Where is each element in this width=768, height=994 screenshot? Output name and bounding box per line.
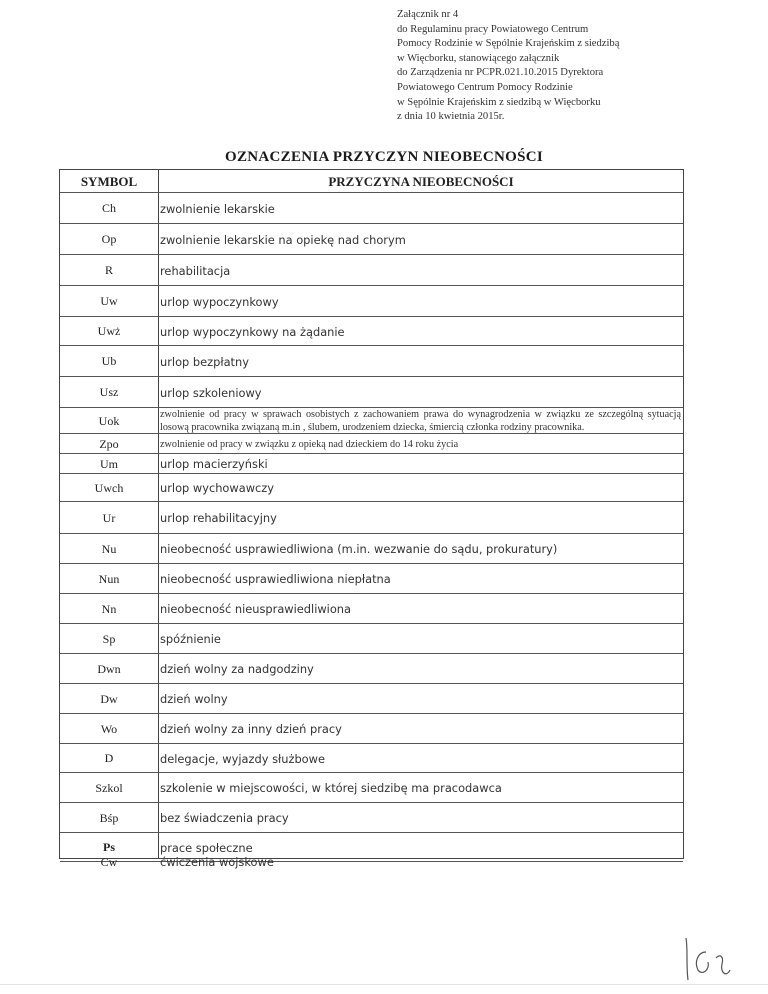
symbol-cell: Sp [102, 631, 116, 646]
reason-cell: bez świadczenia pracy [160, 811, 289, 825]
table-row [60, 743, 683, 773]
reason-cell: zwolnienie od pracy w związku z opieką nad dzieckiem do 14 roku życia [160, 438, 459, 450]
symbol-cell: Wo [100, 721, 118, 736]
symbol-cell: D [104, 751, 114, 765]
table-row: Cw ćwiczenia wojskowe [60, 861, 683, 862]
table-row [60, 683, 683, 714]
table-row [60, 192, 683, 224]
reason-cell: dzień wolny za nadgodziny [160, 662, 314, 676]
annex-line: Pomocy Rodzinie w Sępólnie Krajeńskim z siedzibą [397, 38, 620, 50]
reason-cell: dzień wolny za inny dzień pracy [160, 722, 342, 736]
table-row [60, 473, 683, 502]
reason-cell: zwolnienie od pracy w sprawach osobistych z zachowaniem prawa do wynagrodzenia w związku ze szczególną sytuacją losową pracownika związaną m.in , ślubem, urodzeniem dziecka, śmiercią członka rodziny pracownika. [160, 409, 681, 433]
reason-cell: urlop rehabilitacyjny [160, 511, 277, 525]
symbol-cell: Uwch [94, 480, 124, 495]
symbol-cell: Uok [98, 413, 120, 428]
table-row [60, 376, 683, 408]
symbol-cell: Ps [103, 840, 115, 854]
symbol-cell: Ch [101, 201, 116, 215]
reason-cell: urlop wypoczynkowy na żądanie [160, 324, 345, 339]
symbol-cell: Usz [99, 385, 119, 399]
table-row [60, 563, 683, 594]
table-row [60, 453, 683, 474]
symbol-cell: Dw [100, 691, 118, 706]
table-header [60, 170, 683, 192]
symbol-cell: Nn [101, 601, 117, 616]
reason-cell: nieobecność nieusprawiedliwiona [160, 602, 352, 616]
reason-cell: zwolnienie lekarskie [160, 201, 275, 216]
symbol-cell: Szkol [95, 780, 123, 795]
annex-line: w Sępólnie Krajeńskim z siedzibą w Więcborku [397, 96, 601, 108]
reason-cell: prace społeczne [160, 840, 253, 855]
symbol-cell: Uwż [97, 324, 121, 338]
annex-line: do Zarządzenia nr PCPR.021.10.2015 Dyrektora [397, 67, 604, 79]
reason-cell: urlop macierzyński [160, 457, 268, 471]
symbol-cell: Bśp [99, 810, 119, 825]
reason-cell: dzień wolny [160, 692, 228, 706]
table-row [60, 345, 683, 377]
reason-column-header: PRZYCZYNA NIEOBECNOŚCI [328, 174, 514, 189]
reason-cell: urlop szkoleniowy [160, 385, 262, 400]
table-row [60, 533, 683, 564]
table-row [60, 623, 683, 654]
handwritten-signature [676, 930, 736, 985]
page-title: OZNACZENIA PRZYCZYN NIEOBECNOŚCI [225, 149, 543, 165]
reason-cell: nieobecność usprawiedliwiona niepłatna [160, 572, 391, 586]
table-row [60, 433, 683, 454]
annex-line: Powiatowego Centrum Pomocy Rodzinie [397, 81, 573, 93]
symbol-cell: Op [101, 232, 117, 246]
symbol-cell: Nu [101, 541, 117, 556]
symbol-cell: Ur [102, 510, 116, 525]
symbol-cell: Um [100, 456, 118, 471]
table-row [60, 593, 683, 624]
reason-cell: rehabilitacja [160, 263, 231, 278]
annex-line: w Więcborku, stanowiącego załącznik [397, 52, 560, 64]
annex-line: do Regulaminu pracy Powiatowego Centrum [397, 23, 589, 35]
symbol-cell: Ub [101, 354, 117, 368]
table-row [60, 832, 683, 862]
symbol-cell: Uw [100, 294, 118, 308]
table-row [60, 802, 683, 833]
table-row [60, 407, 683, 434]
symbol-cell: Nun [98, 571, 120, 586]
reason-cell: urlop wychowawczy [160, 481, 274, 495]
reason-cell: szkolenie w miejscowości, w której siedzibę ma pracodawca [160, 781, 502, 795]
symbol-cell: R [104, 263, 113, 277]
table-row [60, 653, 683, 684]
page-bottom-edge [0, 984, 768, 985]
table-row [60, 254, 683, 286]
reason-cell: nieobecność usprawiedliwiona (m.in. wezwanie do sądu, prokuratury) [160, 542, 558, 556]
table-row [60, 501, 683, 534]
reason-cell: delegacje, wyjazdy służbowe [160, 751, 325, 766]
reason-cell: zwolnienie lekarskie na opiekę nad chorym [160, 232, 406, 247]
table-row [60, 316, 683, 346]
annex-line: Załącznik nr 4 [397, 9, 459, 20]
annex-header-note [397, 8, 737, 125]
symbol-cell: Dwn [97, 661, 121, 676]
table-row [60, 223, 683, 255]
table-row [60, 772, 683, 803]
table-row [60, 285, 683, 317]
annex-line: z dnia 10 kwietnia 2015r. [397, 111, 505, 123]
reason-cell: spóźnienie [160, 632, 221, 646]
absence-codes-table [59, 169, 684, 869]
table-row [60, 713, 683, 744]
symbol-column-header: SYMBOL [80, 174, 138, 189]
symbol-cell: Zpo [99, 436, 119, 451]
reason-cell: urlop bezpłatny [160, 354, 249, 369]
reason-cell: urlop wypoczynkowy [160, 294, 279, 309]
